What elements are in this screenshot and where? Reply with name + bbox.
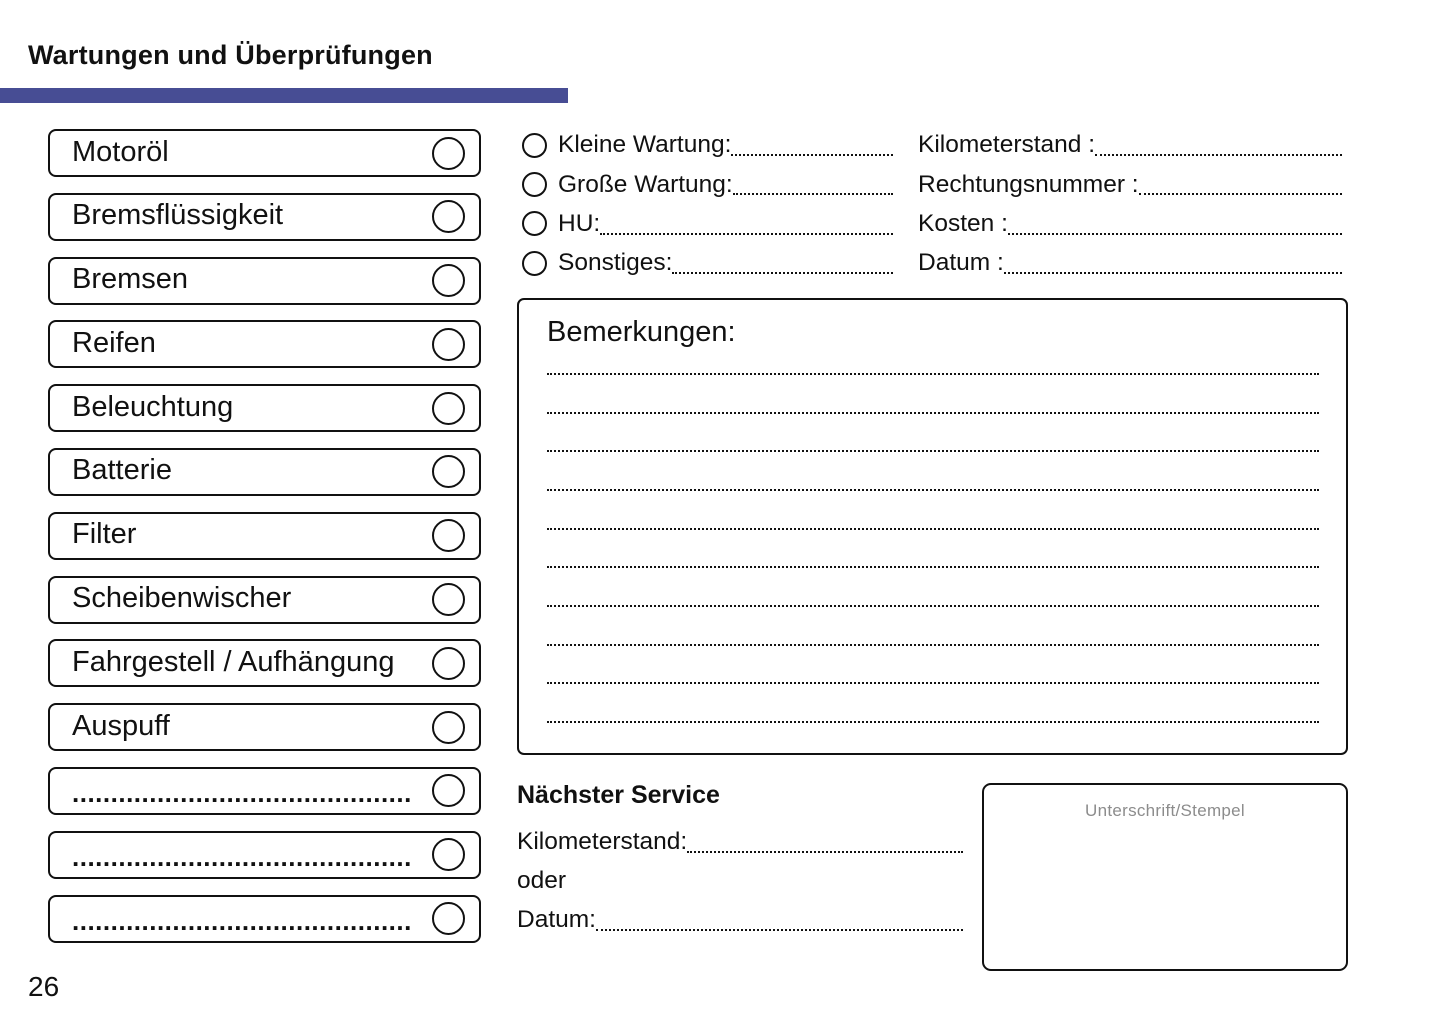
service-meta-label: Kilometerstand :: [918, 131, 1096, 159]
radio-circle[interactable]: [522, 251, 547, 276]
remarks-line[interactable]: [547, 412, 1319, 414]
checklist-write-in-line[interactable]: ............................................: [72, 907, 412, 934]
next-service-title: Nächster Service: [517, 781, 720, 809]
checklist-item: [48, 384, 481, 432]
remarks-line[interactable]: [547, 450, 1319, 452]
service-meta-row: [918, 126, 1342, 165]
checklist: [48, 129, 481, 943]
write-in-line[interactable]: [1139, 193, 1342, 195]
service-meta-row: [918, 204, 1342, 243]
service-type-row: [522, 244, 893, 283]
checkbox-circle[interactable]: [432, 200, 465, 233]
checklist-item-label: Scheibenwischer: [72, 584, 292, 614]
checkbox-circle[interactable]: [432, 711, 465, 744]
checklist-item-label: Fahrgestell / Aufhängung: [72, 647, 395, 677]
remarks-title: Bemerkungen:: [547, 316, 736, 348]
remarks-box: [517, 298, 1348, 755]
write-in-line[interactable]: [596, 929, 963, 931]
checklist-item: [48, 129, 481, 177]
service-type-label: HU:: [558, 209, 601, 237]
checklist-item-label: Bremsen: [72, 265, 189, 295]
checkbox-circle[interactable]: [432, 455, 465, 488]
service-meta-label: Rechtungsnummer :: [918, 170, 1139, 198]
checkbox-circle[interactable]: [432, 264, 465, 297]
remarks-line[interactable]: [547, 644, 1319, 646]
checklist-item-label: Batterie: [72, 456, 172, 486]
checklist-item-label: Beleuchtung: [72, 392, 234, 422]
checklist-write-in-line[interactable]: ............................................: [72, 843, 412, 870]
service-meta-row: [918, 244, 1342, 283]
checklist-item: [48, 512, 481, 560]
next-service-conjunction: oder: [517, 866, 567, 894]
signature-box[interactable]: [982, 783, 1348, 971]
service-type-options: [522, 126, 893, 283]
remarks-line[interactable]: [547, 489, 1319, 491]
remarks-line[interactable]: [547, 373, 1319, 375]
remarks-line[interactable]: [547, 566, 1319, 568]
checkbox-circle[interactable]: [432, 774, 465, 807]
write-in-line[interactable]: [1008, 233, 1342, 235]
checklist-item: [48, 767, 481, 815]
next-service-section: [517, 782, 963, 940]
checkbox-circle[interactable]: [432, 392, 465, 425]
checkbox-circle[interactable]: [432, 583, 465, 616]
remarks-line[interactable]: [547, 721, 1319, 723]
signature-label: Unterschrift/Stempel: [1085, 801, 1245, 820]
next-service-label: Kilometerstand:: [517, 827, 688, 855]
next-service-rows: [517, 823, 963, 940]
page-number: 26: [28, 971, 60, 1002]
radio-circle[interactable]: [522, 133, 547, 158]
radio-circle[interactable]: [522, 172, 547, 197]
page-title: Wartungen und Überprüfungen: [28, 40, 433, 70]
checklist-item: [48, 576, 481, 624]
title-accent-bar: [0, 88, 568, 103]
checkbox-circle[interactable]: [432, 902, 465, 935]
remarks-line[interactable]: [547, 528, 1319, 530]
service-type-label: Große Wartung:: [558, 170, 733, 198]
write-in-line[interactable]: [687, 851, 963, 853]
checklist-item-label: Auspuff: [72, 711, 170, 741]
service-type-row: [522, 126, 893, 165]
service-meta-row: [918, 165, 1342, 204]
checklist-write-in-line[interactable]: ............................................: [72, 779, 412, 806]
checklist-item: [48, 895, 481, 943]
write-in-line[interactable]: [672, 272, 893, 274]
remarks-line[interactable]: [547, 605, 1319, 607]
checkbox-circle[interactable]: [432, 328, 465, 361]
checkbox-circle[interactable]: [432, 137, 465, 170]
checklist-item: [48, 448, 481, 496]
service-type-row: [522, 204, 893, 243]
checklist-item: [48, 831, 481, 879]
write-in-line[interactable]: [733, 193, 893, 195]
checklist-item: [48, 639, 481, 687]
write-in-line[interactable]: [600, 233, 893, 235]
checklist-item-label: Motoröl: [72, 137, 169, 167]
next-service-row: [517, 823, 963, 862]
checklist-item: [48, 257, 481, 305]
service-meta-fields: [918, 126, 1342, 283]
checkbox-circle[interactable]: [432, 519, 465, 552]
radio-circle[interactable]: [522, 211, 547, 236]
checklist-item: [48, 193, 481, 241]
checklist-item-label: Reifen: [72, 328, 156, 358]
checklist-item-label: Filter: [72, 520, 137, 550]
next-service-label: Datum:: [517, 905, 596, 933]
write-in-line[interactable]: [1095, 154, 1342, 156]
service-type-label: Kleine Wartung:: [558, 131, 732, 159]
checkbox-circle[interactable]: [432, 647, 465, 680]
next-service-row: [517, 862, 963, 901]
checklist-item-label: Bremsflüssigkeit: [72, 201, 284, 231]
service-meta-label: Datum :: [918, 248, 1004, 276]
remarks-lines: [547, 373, 1319, 723]
next-service-row: [517, 901, 963, 940]
remarks-line[interactable]: [547, 682, 1319, 684]
checkbox-circle[interactable]: [432, 838, 465, 871]
service-type-row: [522, 165, 893, 204]
checklist-item: [48, 703, 481, 751]
service-type-label: Sonstiges:: [558, 248, 673, 276]
checklist-item: [48, 320, 481, 368]
write-in-line[interactable]: [731, 154, 893, 156]
write-in-line[interactable]: [1004, 272, 1342, 274]
service-meta-label: Kosten :: [918, 209, 1008, 237]
